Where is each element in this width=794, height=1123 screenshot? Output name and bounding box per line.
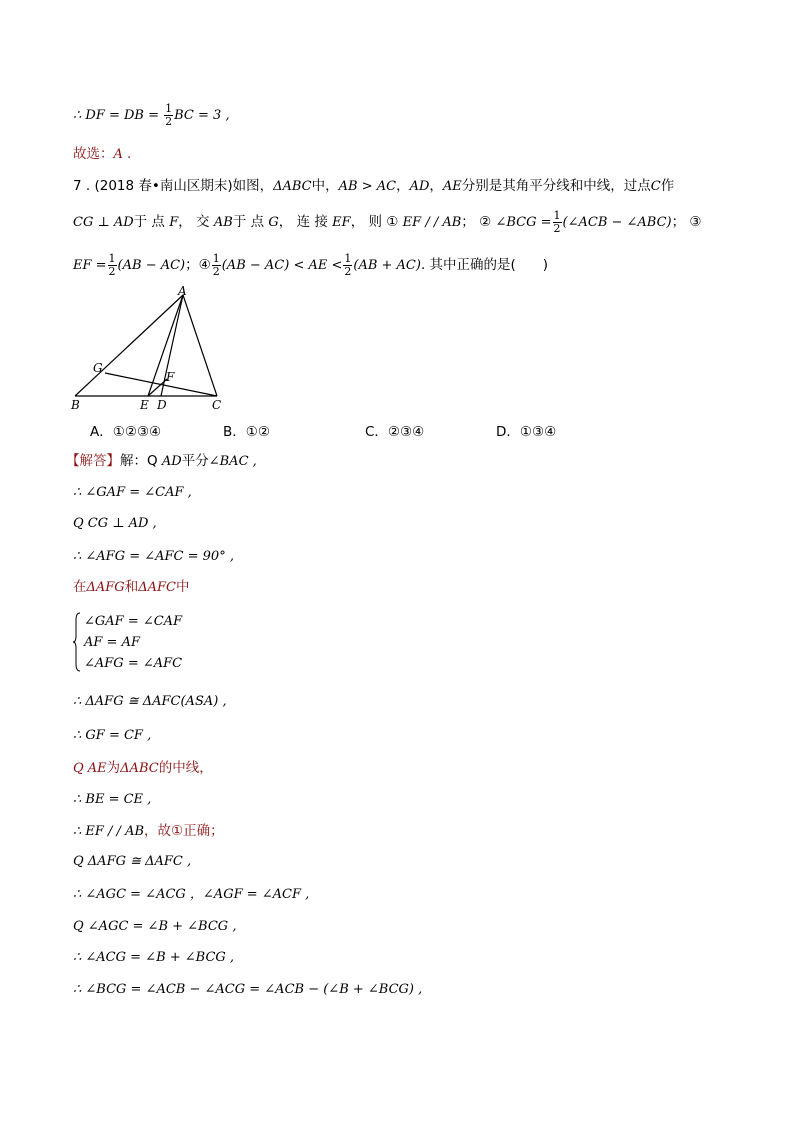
label-e: E xyxy=(140,398,149,412)
choice-a: A．①②③④ xyxy=(90,424,162,440)
step-10: ∴ EF / / AB，故①正确； xyxy=(73,823,224,839)
triangle-figure xyxy=(65,283,235,413)
system-line-2: AF = AF xyxy=(84,635,140,650)
segment-ac xyxy=(183,295,217,396)
step-7: ∴ GF = CF , xyxy=(73,728,152,743)
choice-d: D．①③④ xyxy=(496,424,557,440)
label-c: C xyxy=(212,398,222,412)
label-g: G xyxy=(93,361,103,375)
step-2: ∴ ∠GAF = ∠CAF , xyxy=(73,485,192,500)
step-13: Q ∠AGC = ∠B + ∠BCG , xyxy=(73,919,237,934)
step-8: Q AE为ΔABC的中线， xyxy=(73,760,213,776)
fraction-half: $\frac{1}{2}$ xyxy=(212,252,220,278)
step-3: Q CG ⊥ AD , xyxy=(73,516,157,531)
fraction-half: $\frac{1}{2}$ xyxy=(553,209,561,235)
system-brace xyxy=(73,612,81,672)
step-9: ∴ BE = CE , xyxy=(73,792,152,807)
solution-line-df: ∴ DF = DB = $\frac{1}{2}$ BC = 3 , xyxy=(73,102,230,128)
fraction-half: $\frac{1}{2}$ xyxy=(344,252,352,278)
step-15: ∴ ∠BCG = ∠ACB − ∠ACG = ∠ACB − (∠B + ∠BCG) , xyxy=(73,982,423,997)
step-14: ∴ ∠ACG = ∠B + ∠BCG , xyxy=(73,950,235,965)
choice-c: C．②③④ xyxy=(365,424,425,440)
system-line-1: ∠GAF = ∠CAF xyxy=(84,614,183,629)
step-4: ∴ ∠AFG = ∠AFC = 90° , xyxy=(73,549,234,564)
step-11: Q ΔAFG ≅ ΔAFC , xyxy=(73,854,192,869)
step-5: 在ΔAFG和ΔAFC中 xyxy=(73,579,190,595)
answer-heading-line: 【解答】解：Q AD平分∠BAC , xyxy=(66,453,257,469)
label-b: B xyxy=(71,398,80,412)
question-7-line-3: EF = $\frac{1}{2}$ (AB − AC)；④ $\frac{1}{2}$ (AB − AC) < AE < $\frac{1}{2}$ (AB + AC). 其中正确的是( ) xyxy=(73,252,549,278)
label-d: D xyxy=(157,398,167,412)
system-line-3: ∠AFG = ∠AFC xyxy=(84,656,183,671)
question-7-line-2: CG ⊥ AD于 点 F， 交 AB于 点 G， 连 接 EF， 则 ① EF / / AB； ② ∠BCG = $\frac{1}{2}$ (∠ACB − ∠ABC)； ③ xyxy=(73,209,702,235)
fraction-half: $\frac{1}{2}$ xyxy=(108,252,116,278)
label-f: F xyxy=(166,370,175,384)
step-6: ∴ ΔAFG ≅ ΔAFC(ASA) , xyxy=(73,694,227,709)
step-12: ∴ ∠AGC = ∠ACG ，∠AGF = ∠ACF , xyxy=(73,887,310,902)
choice-b: B．①② xyxy=(223,424,270,440)
question-7-line-1: 7 . (2018 春•南山区期末)如图，ΔABC中，AB > AC，AD，AE分别是其角平分线和中线，过点C作 xyxy=(73,178,675,194)
answer-heading: 【解答】 xyxy=(66,453,120,469)
fraction-half: $\frac{1}{2}$ xyxy=(165,102,173,128)
answer-choice-line: 故选：A . xyxy=(73,146,132,162)
label-a: A xyxy=(178,284,187,298)
